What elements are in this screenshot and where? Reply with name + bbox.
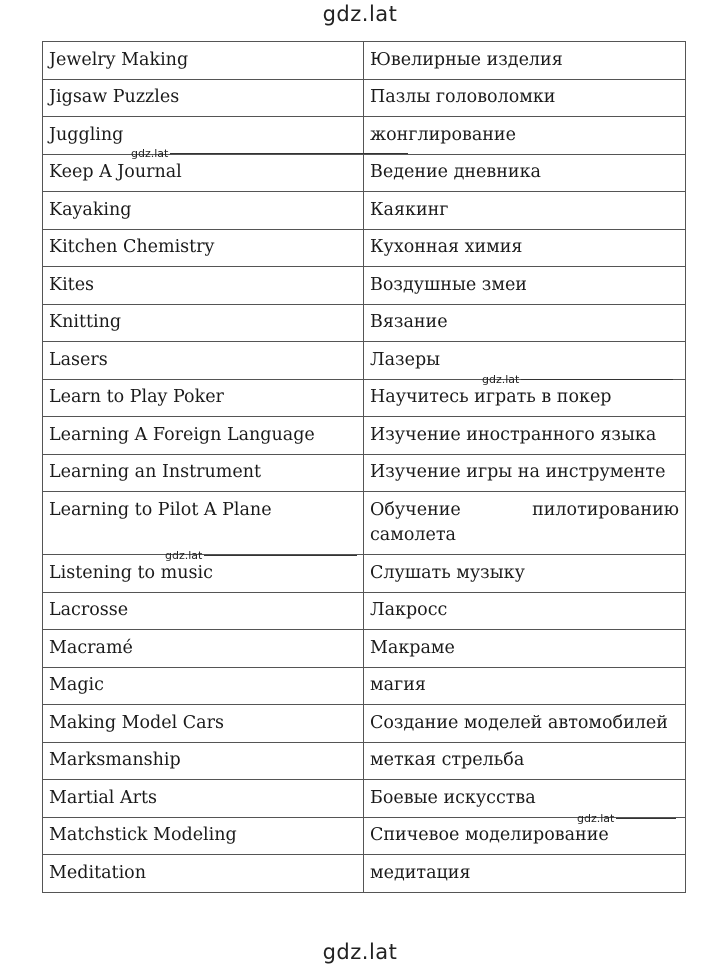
russian-translation: Каякинг <box>364 192 686 230</box>
russian-translation: Создание моделей автомобилей <box>364 705 686 743</box>
english-term: Jigsaw Puzzles <box>43 79 364 117</box>
english-term: Martial Arts <box>43 780 364 818</box>
watermark-line <box>521 379 673 380</box>
russian-translation: Обучение пилотированию самолета <box>364 492 686 555</box>
russian-translation: медитация <box>364 855 686 893</box>
english-term: Matchstick Modeling <box>43 817 364 855</box>
russian-translation: Изучение иностранного языка <box>364 417 686 455</box>
russian-translation: Научитесь играть в покер <box>364 379 686 417</box>
english-term: Juggling <box>43 117 364 155</box>
table-row <box>43 304 686 342</box>
russian-translation: Боевые искусства <box>364 780 686 818</box>
table-row <box>43 742 686 780</box>
watermark <box>577 813 676 824</box>
watermark-text: gdz.lat <box>131 147 169 160</box>
table-row <box>43 79 686 117</box>
watermark-text: gdz.lat <box>482 373 520 386</box>
watermark <box>131 148 408 159</box>
russian-translation: Ведение дневника <box>364 154 686 192</box>
watermark-line <box>616 818 676 819</box>
english-term: Lasers <box>43 342 364 380</box>
russian-translation: Слушать музыку <box>364 555 686 593</box>
russian-translation: меткая стрельба <box>364 742 686 780</box>
english-term: Knitting <box>43 304 364 342</box>
english-term: Kitchen Chemistry <box>43 229 364 267</box>
english-term: Macramé <box>43 630 364 668</box>
russian-translation: Пазлы головоломки <box>364 79 686 117</box>
table-row <box>43 592 686 630</box>
english-term: Listening to music <box>43 555 364 593</box>
hobby-vocabulary-table <box>42 41 686 893</box>
table-row <box>43 630 686 668</box>
english-term: Learning an Instrument <box>43 454 364 492</box>
table-row <box>43 855 686 893</box>
site-label-bottom: gdz.lat <box>322 940 398 964</box>
site-label-top: gdz.lat <box>322 2 398 26</box>
english-term: Magic <box>43 667 364 705</box>
watermark <box>165 550 357 561</box>
russian-translation: жонглирование <box>364 117 686 155</box>
russian-translation: Кухонная химия <box>364 229 686 267</box>
english-term: Keep A Journal <box>43 154 364 192</box>
watermark-line <box>170 153 408 154</box>
table-row <box>43 267 686 305</box>
english-term: Learning A Foreign Language <box>43 417 364 455</box>
table-row <box>43 192 686 230</box>
russian-translation: Лазеры <box>364 342 686 380</box>
russian-translation: Лакросс <box>364 592 686 630</box>
watermark-line <box>204 555 357 556</box>
russian-translation: Воздушные змеи <box>364 267 686 305</box>
english-term: Kayaking <box>43 192 364 230</box>
english-term: Making Model Cars <box>43 705 364 743</box>
table-row <box>43 492 686 555</box>
english-term: Jewelry Making <box>43 42 364 80</box>
table-row <box>43 417 686 455</box>
table-row <box>43 705 686 743</box>
english-term: Learn to Play Poker <box>43 379 364 417</box>
english-term: Lacrosse <box>43 592 364 630</box>
russian-translation: Изучение игры на инструменте <box>364 454 686 492</box>
watermark <box>482 374 673 385</box>
table-row <box>43 454 686 492</box>
table-row <box>43 555 686 593</box>
russian-translation: магия <box>364 667 686 705</box>
russian-translation: Макраме <box>364 630 686 668</box>
russian-translation: Вязание <box>364 304 686 342</box>
english-term: Marksmanship <box>43 742 364 780</box>
english-term: Meditation <box>43 855 364 893</box>
watermark-text: gdz.lat <box>165 549 203 562</box>
table-row <box>43 229 686 267</box>
english-term: Kites <box>43 267 364 305</box>
watermark-text: gdz.lat <box>577 812 615 825</box>
russian-translation: Ювелирные изделия <box>364 42 686 80</box>
table-row <box>43 42 686 80</box>
table-row <box>43 667 686 705</box>
russian-translation: Спичевое моделирование <box>364 817 686 855</box>
english-term: Learning to Pilot A Plane <box>43 492 364 555</box>
